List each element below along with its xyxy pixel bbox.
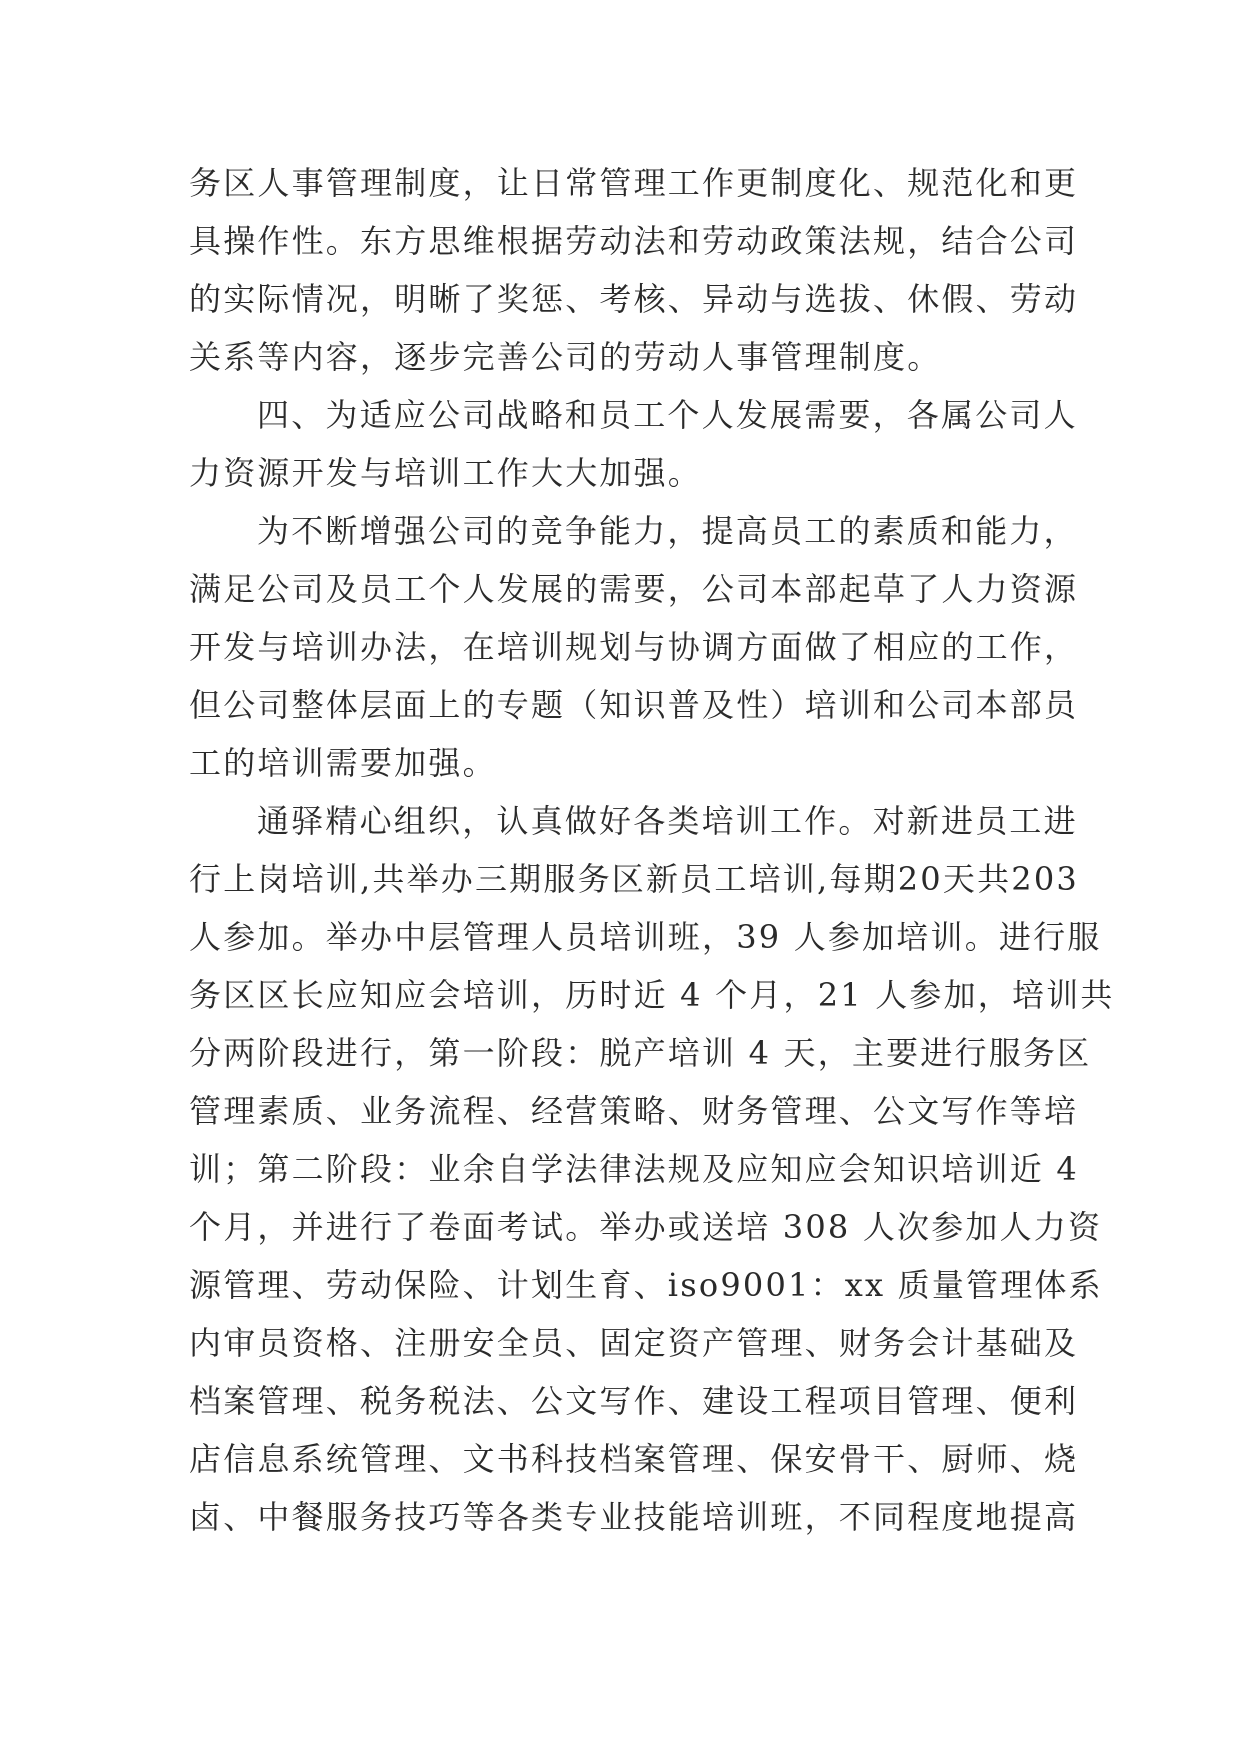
text-line: 务区区长应知应会培训，历时近 4 个月，21 人参加，培训共: [189, 976, 1115, 1014]
text-line: 训；第二阶段：业余自学法律法规及应知应会知识培训近 4: [189, 1150, 1079, 1188]
text-line: 源管理、劳动保险、计划生育、iso9001：xx 质量管理体系: [189, 1266, 1103, 1304]
text-line: 四、为适应公司战略和员工个人发展需要，各属公司人: [257, 396, 1078, 434]
text-line: 力资源开发与培训工作大大加强。: [189, 454, 703, 492]
text-line: 务区人事管理制度，让日常管理工作更制度化、规范化和更: [189, 164, 1079, 202]
text-line: 通驿精心组织，认真做好各类培训工作。对新进员工进: [257, 802, 1078, 840]
text-line: 店信息系统管理、文书科技档案管理、保安骨干、厨师、烧: [189, 1440, 1079, 1478]
text-line: 具操作性。东方思维根据劳动法和劳动政策法规，结合公司: [189, 222, 1079, 260]
text-line: 为不断增强公司的竞争能力，提高员工的素质和能力，: [257, 512, 1078, 550]
text-line: 个月，并进行了卷面考试。举办或送培 308 人次参加人力资: [189, 1208, 1103, 1246]
document-body: [189, 154, 1115, 1546]
text-line: 卤、中餐服务技巧等各类专业技能培训班，不同程度地提高: [189, 1498, 1079, 1536]
text-line: 但公司整体层面上的专题（知识普及性）培训和公司本部员: [189, 686, 1079, 724]
text-line: 管理素质、业务流程、经营策略、财务管理、公文写作等培: [189, 1092, 1079, 1130]
text-line: 的实际情况，明晰了奖惩、考核、异动与选拔、休假、劳动: [189, 280, 1079, 318]
text-line: 开发与培训办法，在培训规划与协调方面做了相应的工作，: [189, 628, 1079, 666]
text-line: 分两阶段进行，第一阶段：脱产培训 4 天，主要进行服务区: [189, 1034, 1092, 1072]
text-line: 档案管理、税务税法、公文写作、建设工程项目管理、便利: [189, 1382, 1079, 1420]
text-line: 满足公司及员工个人发展的需要，公司本部起草了人力资源: [189, 570, 1079, 608]
text-line: 行上岗培训,共举办三期服务区新员工培训,每期20天共203: [189, 860, 1079, 898]
text-line: 内审员资格、注册安全员、固定资产管理、财务会计基础及: [189, 1324, 1079, 1362]
text-line: 人参加。举办中层管理人员培训班，39 人参加培训。进行服: [189, 918, 1102, 956]
text-line: 工的培训需要加强。: [189, 744, 497, 782]
text-line: 关系等内容，逐步完善公司的劳动人事管理制度。: [189, 338, 942, 376]
